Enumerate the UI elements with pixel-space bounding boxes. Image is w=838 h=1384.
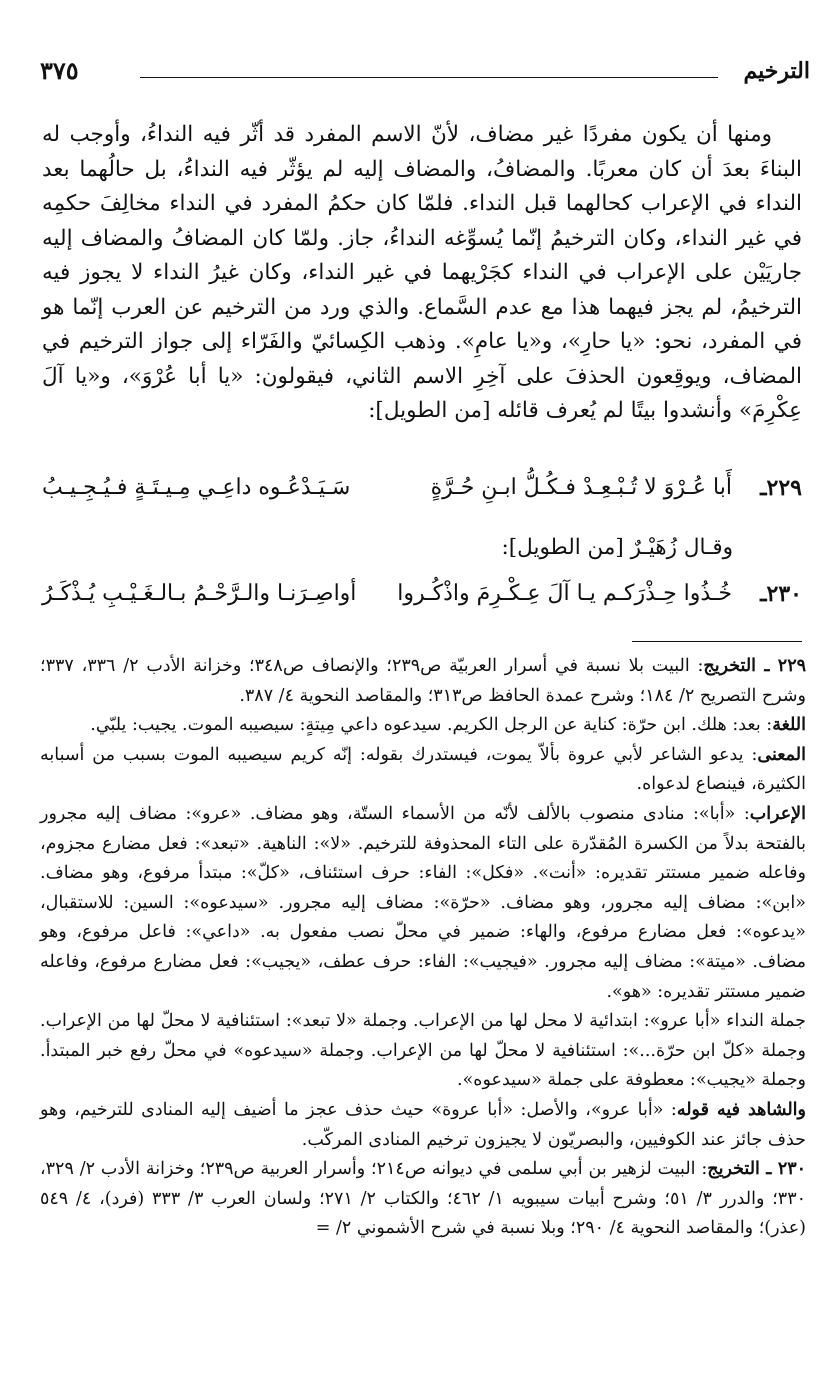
footnote-text: : «أبا»: منادى منصوب بالألف لأنّه من الأسماء الستّة، وهو مضاف. «عرو»: مضاف إليه مجرور بالفتحة بدلاً من الكسرة المُقدّرة على التاء المحذوفة للترخيم. «لا»: الناهية. «تبعد»: فعل مضارع مجزوم، وفاعله ضمير مستتر تقديره: «أنت». «فكل»: الفاء: حرف استئناف، «كلّ»: مبتدأ مرفوع، وهو مضاف. «ابن»: مضاف إليه مجرور، وهو مضاف. «حرّة»: مضاف إليه مجرور. «سيدعوه»: السين: للاستقبال، «يدعوه»: فعل مضارع مرفوع، والهاء: ضمير في محلّ نصب مفعول به. «داعي»: فاعل مرفوع، وهو مضاف. «ميتة»: مضاف إليه مجرور. «فيجيب»: الفاء: حرف عطف، «يجيب»: فعل مضارع مرفوع، وفاعله ضمير مستتر تقديره: «هو». (40, 803, 806, 1002)
footnote-text: : «أبا عرو»، والأصل: «أبا عروة» حيث حذف عجز ما أضيف إليه المنادى للترخيم، وهو حذف جائز عند الكوفيين، والبصريّون لا يجيزون ترخيم المنادى المركّب. (40, 1099, 806, 1150)
footnote-label: الإعراب (749, 803, 806, 824)
verse-number: ٢٢٩ـ (760, 475, 802, 501)
footnote-label: ٢٣٠ ـ التخريج (707, 1159, 807, 1180)
verse-229 (42, 466, 802, 510)
footnote-229-mana (40, 741, 806, 800)
running-title: الترخيم (743, 58, 810, 84)
footnote-text: : البيت بلا نسبة في أسرار العربيّة ص٢٣٩؛ والإنصاف ص٣٤٨؛ وخزانة الأدب ٢/ ٣٣٦، ٣٣٧؛ وشرح التصريح ٢/ ١٨٤؛ وشرح عمدة الحافظ ص٣١٣؛ والمقاصد النحوية ٤/ ٣٨٧. (40, 656, 806, 706)
main-text (42, 118, 802, 429)
footnote-229-shahid (40, 1096, 806, 1155)
footnote-229-takhrij (40, 652, 806, 711)
footnote-229-jumal: جملة النداء «أبا عرو»: ابتدائية لا محل لها من الإعراب. وجملة «لا تبعد»: استئنافية لا محلّ لها من الإعراب. وجملة «كلّ ابن حرّة...»: استئنافية لا محلّ لها من الإعراب. وجملة «سيدعوه» في محلّ رفع خبر المبتدأ. وجملة «يجيب»: معطوفة على جملة «سيدعوه». (40, 1011, 806, 1091)
header-rule (140, 77, 718, 78)
verse-first-hemistich: خُـذُوا حِـذْرَكـم يـا آلَ عِـكْـرِمَ واذْكُـروا (397, 581, 732, 606)
footnote-229-irab (40, 800, 806, 1007)
footnote-separator (632, 641, 802, 642)
verse-second-hemistich: سَـيَـدْعُـوه داعِـي مِـيـتَـةٍ فـيُـجِـيـبُ (42, 475, 351, 500)
footnote-text: : البيت لزهير بن أبي سلمى في ديوانه ص٢١٤؛ وأسرار العربية ص٢٣٩؛ وخزانة الأدب ٢/ ٣٢٩، ٣٣٠؛ والدرر ٣/ ٥١؛ وشرح أبيات سيبويه ١/ ٤٦٢؛ والكتاب ٢/ ٢٧١؛ ولسان العرب ٣/ ٣٣٣ (فرد)، ٤/ ٥٤٩ (عذر)؛ والمقاصد النحوية ٤/ ٢٩٠؛ وبلا نسبة في شرح الأشموني ٢/ = (40, 1159, 806, 1239)
footnote-text: : بعد: هلك. ابن حرّة: كناية عن الرجل الكريم. سيدعوه داعي مِيتةٍ: سيصيبه الموت. يجيب: يلبّي. (90, 715, 773, 736)
footnote-229-lugha (40, 711, 806, 741)
footnotes (40, 652, 806, 1244)
page-header (40, 56, 810, 86)
body-paragraph: ومنها أن يكون مفردًا غير مضاف، لأنّ الاسم المفرد قد أثّر فيه النداءُ، وأوجب له البناءَ بعدَ أن كان معربًا. والمضافُ، والمضاف إليه لم يؤثّر فيه النداءُ، بل حالُهما بعد النداء في الإعراب كحالهما قبل النداء. فلمّا كان حكمُ المفرد في النداء مخالِفَ حكمِه في غير النداء، وكان الترخيمُ إنّما يُسوِّغه النداءُ، جاز. ولمّا كان المضافُ والمضاف إليه جاريَيْن على الإعراب في النداء كجَرْيهما في غير النداء، وكان غيرُ النداء لا يجوز فيه الترخيمُ، لم يجز فيهما هذا مع عدم السَّماع. والذي ورد من الترخيم عن العرب إنّما هو في المفرد، نحو: «يا حارِ»، و«يا عامِ». وذهب الكِسائيّ والفَرّاء إلى جواز الترخيم في المضاف، ويوقِعون الحذفَ على آخِرِ الاسم الثاني، فيقولون: «يا أبا عُرْوَ»، و«يا آلَ عِكْرِمَ» وأنشدوا بيتًا لم يُعرف قائله [من الطويل]: (42, 122, 802, 423)
verse-intro: وقـال زُهَيْـرٌ [من الطويل]: (501, 535, 733, 560)
footnote-label: والشاهد فيه قوله (676, 1099, 806, 1120)
verse-second-hemistich: أواصِـرَنـا والـرَّحْـمُ بـالـغَـيْـبِ يُـذْكَـرُ (42, 581, 357, 606)
footnote-text: : يدعو الشاعر لأبي عروة بألاّ يموت، فيستدرك بقوله: إنّه كريم سيصيبه الموت بسبب من أسبابه الكثيرة، فينصاع لدعواه. (40, 744, 806, 795)
verse-first-hemistich: أَبا عُـرْوَ لا تُـبْـعِـدْ فـكُـلُّ ابـنِ حُـرَّةٍ (430, 475, 732, 500)
footnote-label: ٢٢٩ ـ التخريج (703, 656, 806, 676)
footnote-label: المعنى (757, 744, 806, 765)
footnote-230-takhrij (40, 1155, 806, 1244)
verse-230 (42, 572, 802, 616)
footnote-label: اللغة (772, 715, 806, 736)
verse-number: ٢٣٠ـ (760, 581, 802, 607)
page-number: ٣٧٥ (40, 56, 79, 85)
